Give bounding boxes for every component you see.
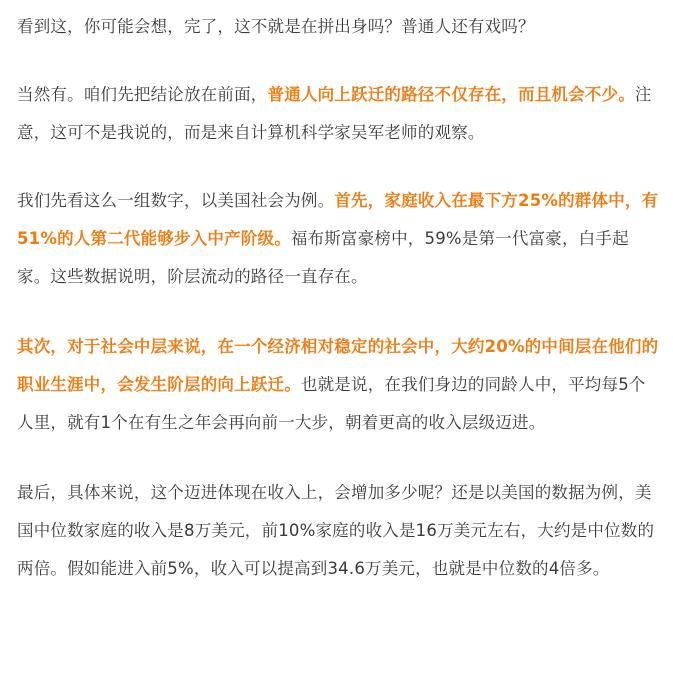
highlighted-statistic: 其次，对于社会中层来说，在一个经济相对稳定的社会中，大约20%的中间层在他们的职业生涯中，会发生阶层的向上跃迁。: [17, 337, 659, 394]
paragraph-tail-text: 注意，这可不是我说的，而是来自计算机科学家吴军老师的观察。: [17, 85, 652, 142]
paragraph-income: 最后，具体来说，这个迈进体现在收入上，会增加多少呢？还是以美国的数据为例，美国中位数家庭的收入是8万美元，前10%家庭的收入是16万美元左右，大约是中位数的两倍。假如能进入前5%，收入可以提高到34.6万美元，也就是中位数的4倍多。: [17, 483, 655, 578]
paragraph-tail-text: 福布斯富豪榜中，59%是第一代富豪，白手起家。这些数据说明，阶层流动的路径一直存在。: [17, 229, 629, 286]
paragraph-us-statistics: [17, 182, 659, 296]
article-body: [17, 8, 659, 588]
paragraph-middle-class: [17, 328, 659, 442]
paragraph-lead-text: 当然有。咱们先把结论放在前面，: [17, 85, 268, 104]
paragraph-conclusion: [17, 76, 659, 152]
highlighted-statistic: 首先，家庭收入在最下方25%的群体中，有51%的人第二代能够步入中产阶级。: [17, 191, 659, 248]
highlighted-conclusion: 普通人向上跃迁的路径不仅存在，而且机会不少。: [267, 85, 635, 104]
paragraph-question: 看到这，你可能会想，完了，这不就是在拼出身吗？普通人还有戏吗？: [17, 17, 535, 36]
paragraph-lead-text: 我们先看这么一组数字，以美国社会为例。: [17, 191, 335, 210]
paragraph-tail-text: 也就是说，在我们身边的同龄人中，平均每5个人里，就有1个在有生之年会再向前一大步，朝着更高的收入层级迈进。: [17, 375, 646, 432]
